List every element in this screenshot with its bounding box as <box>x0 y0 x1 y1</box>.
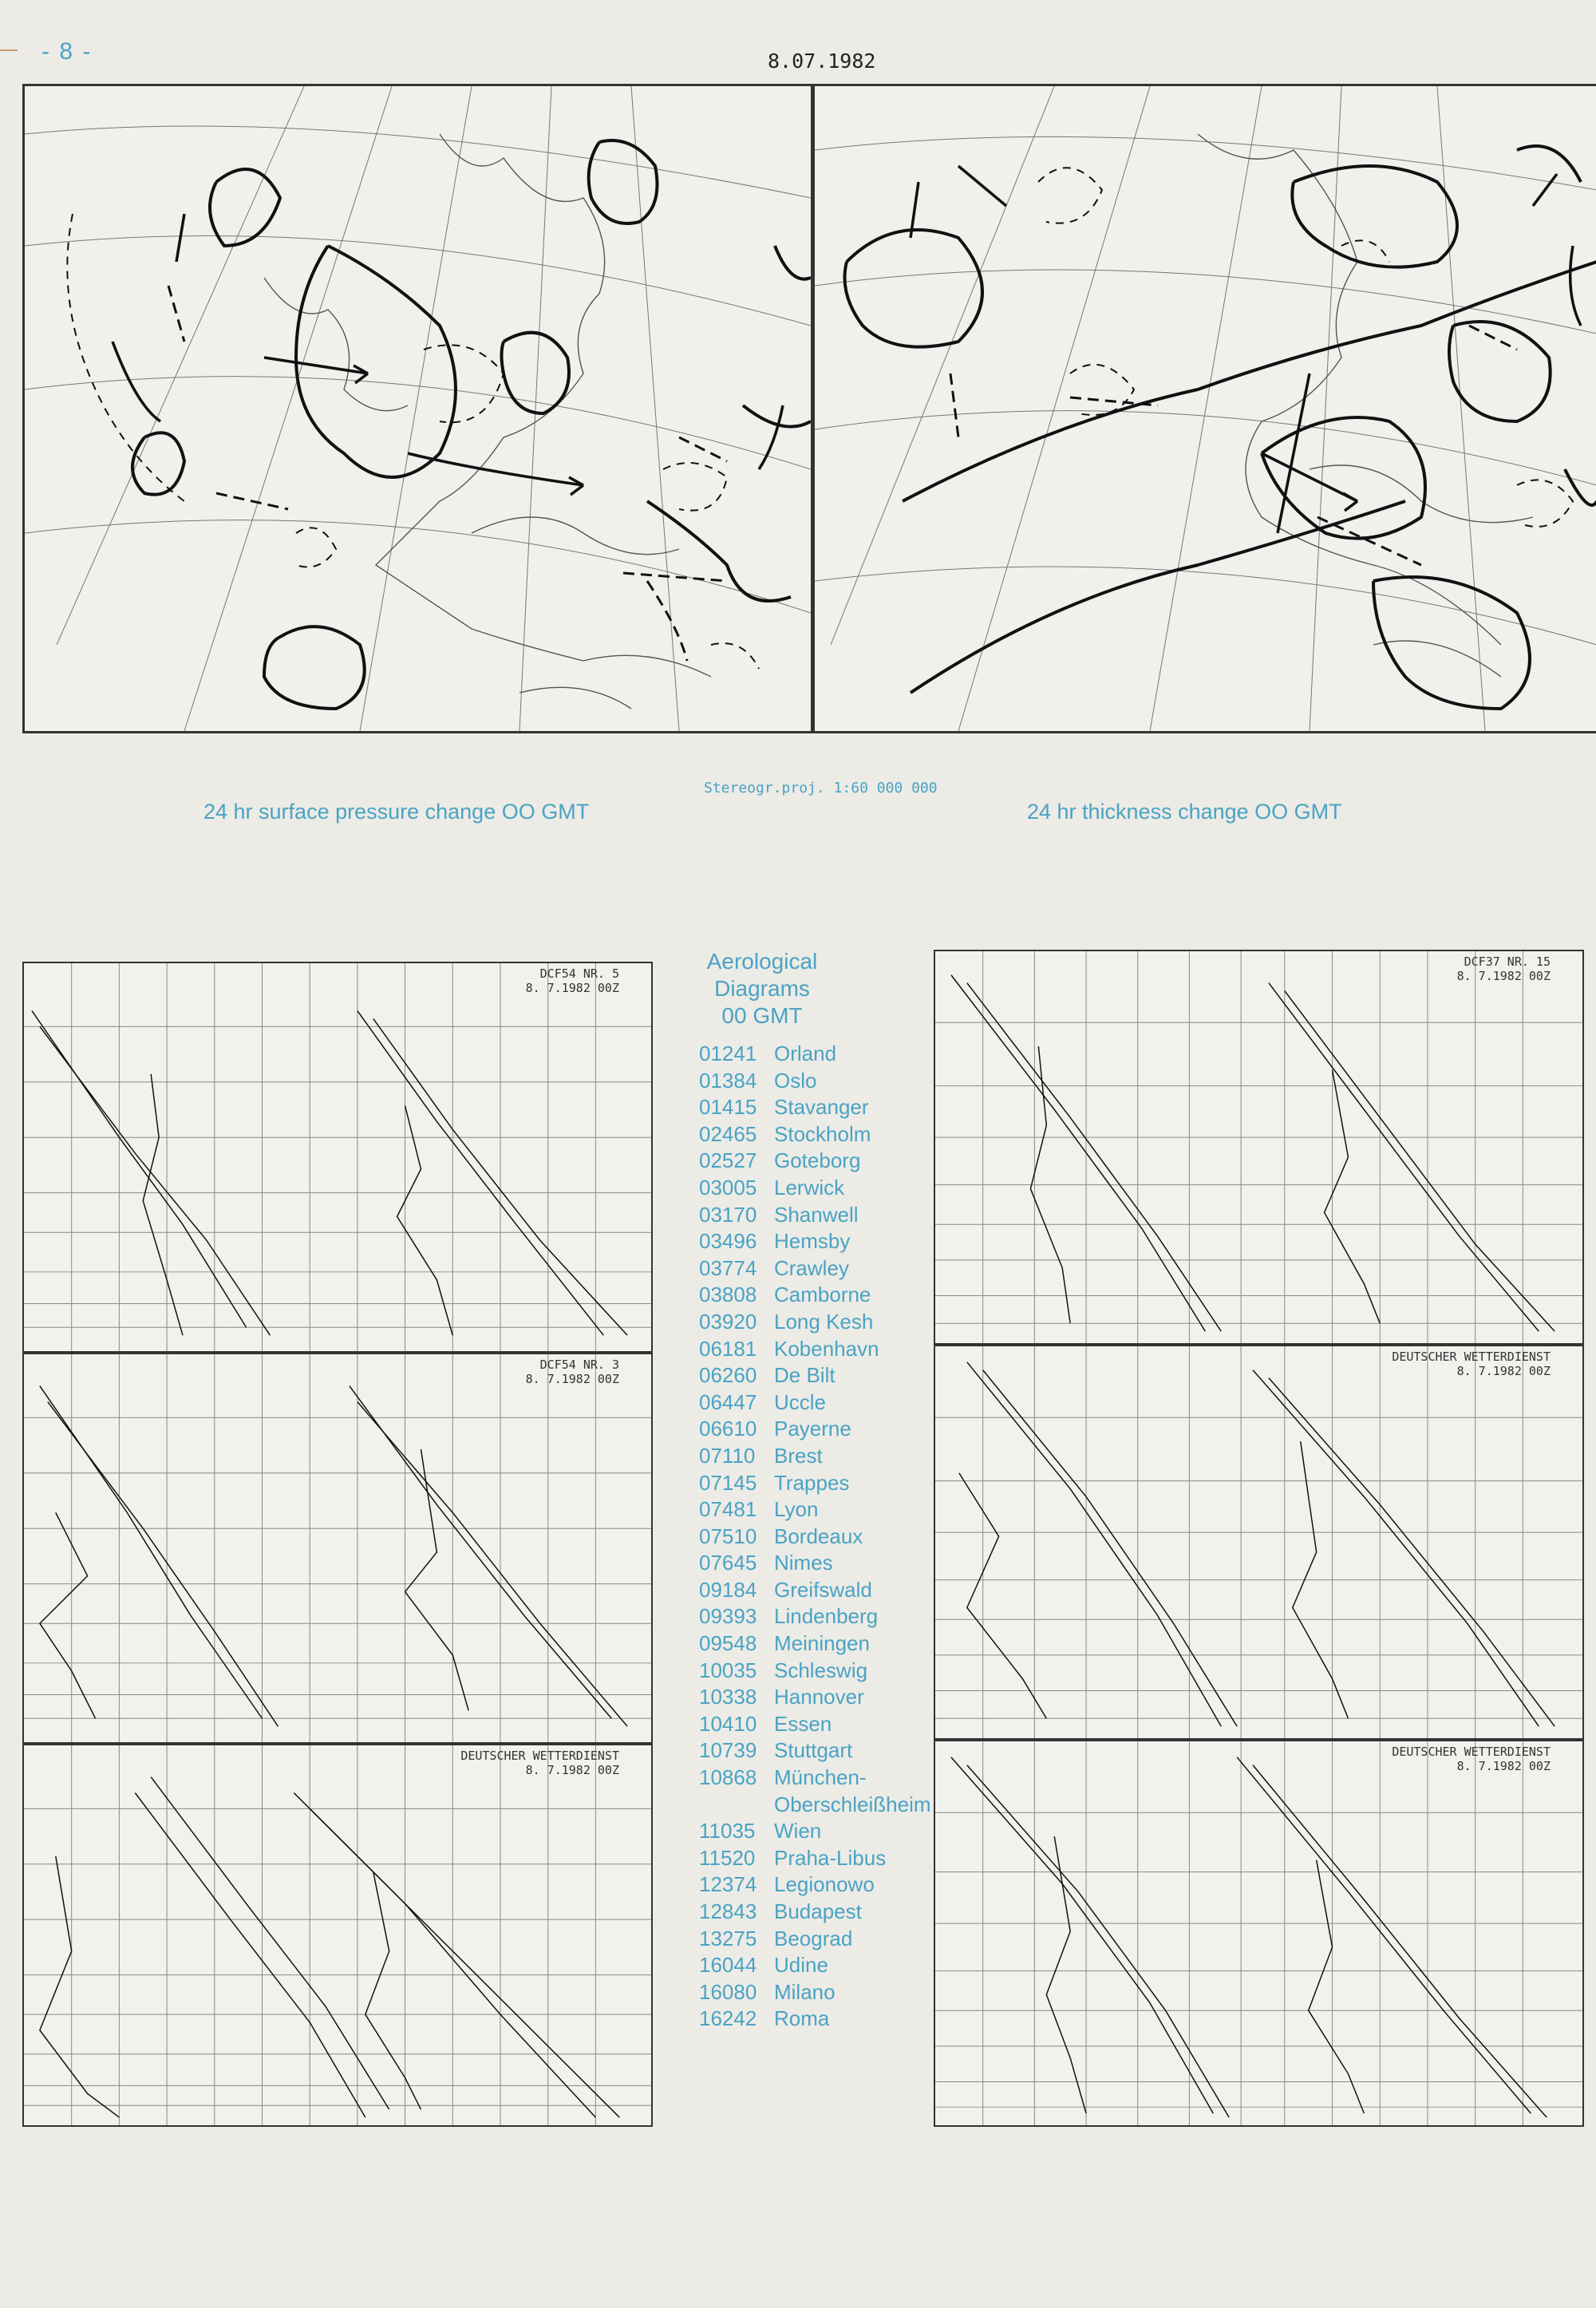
station-item <box>699 1496 931 1524</box>
station-name: Uccle <box>774 1389 827 1414</box>
station-code: 11520 <box>699 1845 756 1870</box>
diagram-header: DCF54 NR. 3 8. 7.1982 00Z <box>525 1358 619 1386</box>
station-item <box>699 1737 931 1765</box>
station-item <box>699 1336 931 1363</box>
station-name: Goteborg <box>774 1148 861 1173</box>
station-item <box>699 1094 931 1121</box>
sounding-graphic <box>24 1354 651 1742</box>
station-name: Shanwell <box>774 1202 859 1227</box>
station-name: Roma <box>774 2006 830 2031</box>
station-list <box>699 1041 931 2033</box>
station-item <box>699 1899 931 1926</box>
station-name: Oslo <box>774 1068 817 1093</box>
station-code: 11035 <box>699 1819 756 1844</box>
aerological-diagram <box>22 962 653 1353</box>
aerological-diagram <box>934 950 1584 1345</box>
sounding-graphic <box>935 1346 1582 1738</box>
pressure-map-graphic <box>25 86 811 731</box>
station-item <box>699 1068 931 1095</box>
sounding-graphic <box>24 1745 651 2125</box>
thickness-change-map <box>812 84 1596 733</box>
aerological-diagram <box>934 1740 1584 2127</box>
station-item <box>699 1711 931 1738</box>
station-name: Lerwick <box>774 1175 845 1199</box>
left-diagram-stack <box>22 962 653 2127</box>
station-name: Lindenberg <box>774 1604 879 1629</box>
station-item <box>699 1792 931 1819</box>
station-name: Stuttgart <box>774 1738 853 1763</box>
station-name: Brest <box>774 1443 823 1468</box>
station-code: 06610 <box>699 1417 757 1441</box>
pressure-map-caption: 24 hr surface pressure change OO GMT <box>203 800 590 824</box>
station-code: 07110 <box>699 1443 756 1468</box>
station-name: Long Kesh <box>774 1309 874 1334</box>
station-name: Meiningen <box>774 1631 870 1656</box>
station-code: 06181 <box>699 1336 757 1361</box>
station-name: Budapest <box>774 1899 862 1923</box>
station-code: 10338 <box>699 1685 757 1709</box>
station-code: 10035 <box>699 1658 757 1682</box>
station-code: 03774 <box>699 1255 757 1280</box>
station-item <box>699 1603 931 1630</box>
station-name: Essen <box>774 1711 832 1736</box>
station-name: Payerne <box>774 1417 851 1441</box>
station-name: De Bilt <box>774 1363 836 1388</box>
corner-mark <box>0 49 18 51</box>
diagram-header: DEUTSCHER WETTERDIENST 8. 7.1982 00Z <box>460 1749 619 1777</box>
station-name: Beograd <box>774 1926 853 1950</box>
station-name: Nimes <box>774 1551 833 1575</box>
station-name: Greifswald <box>774 1577 872 1602</box>
station-item <box>699 1765 931 1792</box>
station-code: 12843 <box>699 1899 757 1923</box>
aerological-diagram <box>22 1353 653 1744</box>
station-item <box>699 1148 931 1175</box>
station-item <box>699 1202 931 1229</box>
station-item <box>699 1309 931 1336</box>
station-name: Milano <box>774 1979 836 2004</box>
station-item <box>699 1175 931 1202</box>
station-item <box>699 1979 931 2006</box>
station-name: Bordeaux <box>774 1524 863 1548</box>
thickness-map-graphic <box>815 86 1596 731</box>
station-item <box>699 1550 931 1577</box>
station-code: 10410 <box>699 1711 757 1736</box>
station-item <box>699 1871 931 1899</box>
station-name: Hannover <box>774 1685 864 1709</box>
station-code: 07645 <box>699 1551 757 1575</box>
aerological-diagram <box>934 1345 1584 1740</box>
station-code: 10739 <box>699 1738 757 1763</box>
station-item <box>699 1362 931 1389</box>
station-code <box>699 1792 774 1819</box>
thickness-map-caption: 24 hr thickness change OO GMT <box>1027 800 1342 824</box>
station-item <box>699 1845 931 1872</box>
page-number: - 8 - <box>41 38 93 65</box>
station-name: Kobenhavn <box>774 1336 879 1361</box>
diagram-header: DCF37 NR. 15 8. 7.1982 00Z <box>1456 954 1551 983</box>
station-name: Orland <box>774 1041 837 1065</box>
station-code: 09184 <box>699 1577 757 1602</box>
station-item <box>699 1470 931 1497</box>
station-item <box>699 1228 931 1255</box>
station-code: 01384 <box>699 1068 757 1093</box>
station-code: 07481 <box>699 1497 757 1522</box>
station-code: 07145 <box>699 1470 757 1495</box>
station-item <box>699 1818 931 1845</box>
page-date: 8.07.1982 <box>768 49 876 73</box>
aerological-title-line: Aerological <box>706 949 818 974</box>
station-code: 07510 <box>699 1524 757 1548</box>
station-name: Stockholm <box>774 1121 871 1146</box>
projection-note: Stereogr.proj. 1:60 000 000 <box>704 780 938 796</box>
station-code: 16044 <box>699 1953 757 1978</box>
station-code: 09393 <box>699 1604 757 1629</box>
station-code: 02465 <box>699 1121 757 1146</box>
station-item <box>699 1416 931 1443</box>
station-code: 01415 <box>699 1095 757 1120</box>
station-name: Trappes <box>774 1470 850 1495</box>
station-code: 13275 <box>699 1926 757 1950</box>
station-code: 06447 <box>699 1389 757 1414</box>
station-code: 03170 <box>699 1202 757 1227</box>
station-item <box>699 2006 931 2033</box>
station-item <box>699 1121 931 1148</box>
station-code: 03496 <box>699 1229 757 1254</box>
station-code: 03005 <box>699 1175 757 1199</box>
station-code: 03808 <box>699 1282 757 1307</box>
station-name: Legionowo <box>774 1872 875 1897</box>
right-diagram-stack <box>934 950 1584 2127</box>
diagram-header: DEUTSCHER WETTERDIENST 8. 7.1982 00Z <box>1392 1350 1551 1378</box>
station-item <box>699 1389 931 1417</box>
station-item <box>699 1443 931 1470</box>
surface-pressure-change-map <box>22 84 813 733</box>
sounding-graphic <box>24 963 651 1351</box>
aerological-title <box>698 948 826 1030</box>
aerological-diagram <box>22 1744 653 2127</box>
diagram-header: DCF54 NR. 5 8. 7.1982 00Z <box>525 966 619 995</box>
station-name: Camborne <box>774 1282 871 1307</box>
station-item <box>699 1524 931 1551</box>
station-item <box>699 1926 931 1953</box>
station-name: Lyon <box>774 1497 819 1522</box>
station-code: 06260 <box>699 1363 757 1388</box>
station-code: 02527 <box>699 1148 757 1173</box>
station-item <box>699 1658 931 1685</box>
station-code: 03920 <box>699 1309 757 1334</box>
station-code: 16080 <box>699 1979 757 2004</box>
station-item <box>699 1684 931 1711</box>
station-code: 16242 <box>699 2006 757 2031</box>
station-name: Oberschleißheim <box>774 1792 931 1816</box>
sounding-graphic <box>935 1741 1582 2125</box>
aerological-title-line: Diagrams <box>714 976 810 1001</box>
station-name: Udine <box>774 1953 828 1978</box>
station-code: 12374 <box>699 1872 757 1897</box>
aerological-title-line: 00 GMT <box>721 1003 803 1028</box>
station-item <box>699 1577 931 1604</box>
station-name: München- <box>774 1765 867 1790</box>
station-code: 01241 <box>699 1041 757 1065</box>
station-code: 09548 <box>699 1631 757 1656</box>
station-name: Hemsby <box>774 1229 851 1254</box>
station-code: 10868 <box>699 1765 757 1790</box>
station-name: Crawley <box>774 1255 849 1280</box>
sounding-graphic <box>935 951 1582 1343</box>
station-item <box>699 1041 931 1068</box>
station-name: Wien <box>774 1819 822 1844</box>
station-item <box>699 1255 931 1282</box>
station-item <box>699 1630 931 1658</box>
station-item <box>699 1282 931 1309</box>
station-name: Stavanger <box>774 1095 869 1120</box>
station-name: Praha-Libus <box>774 1845 887 1870</box>
diagram-header: DEUTSCHER WETTERDIENST 8. 7.1982 00Z <box>1392 1745 1551 1773</box>
station-item <box>699 1952 931 1979</box>
station-name: Schleswig <box>774 1658 868 1682</box>
